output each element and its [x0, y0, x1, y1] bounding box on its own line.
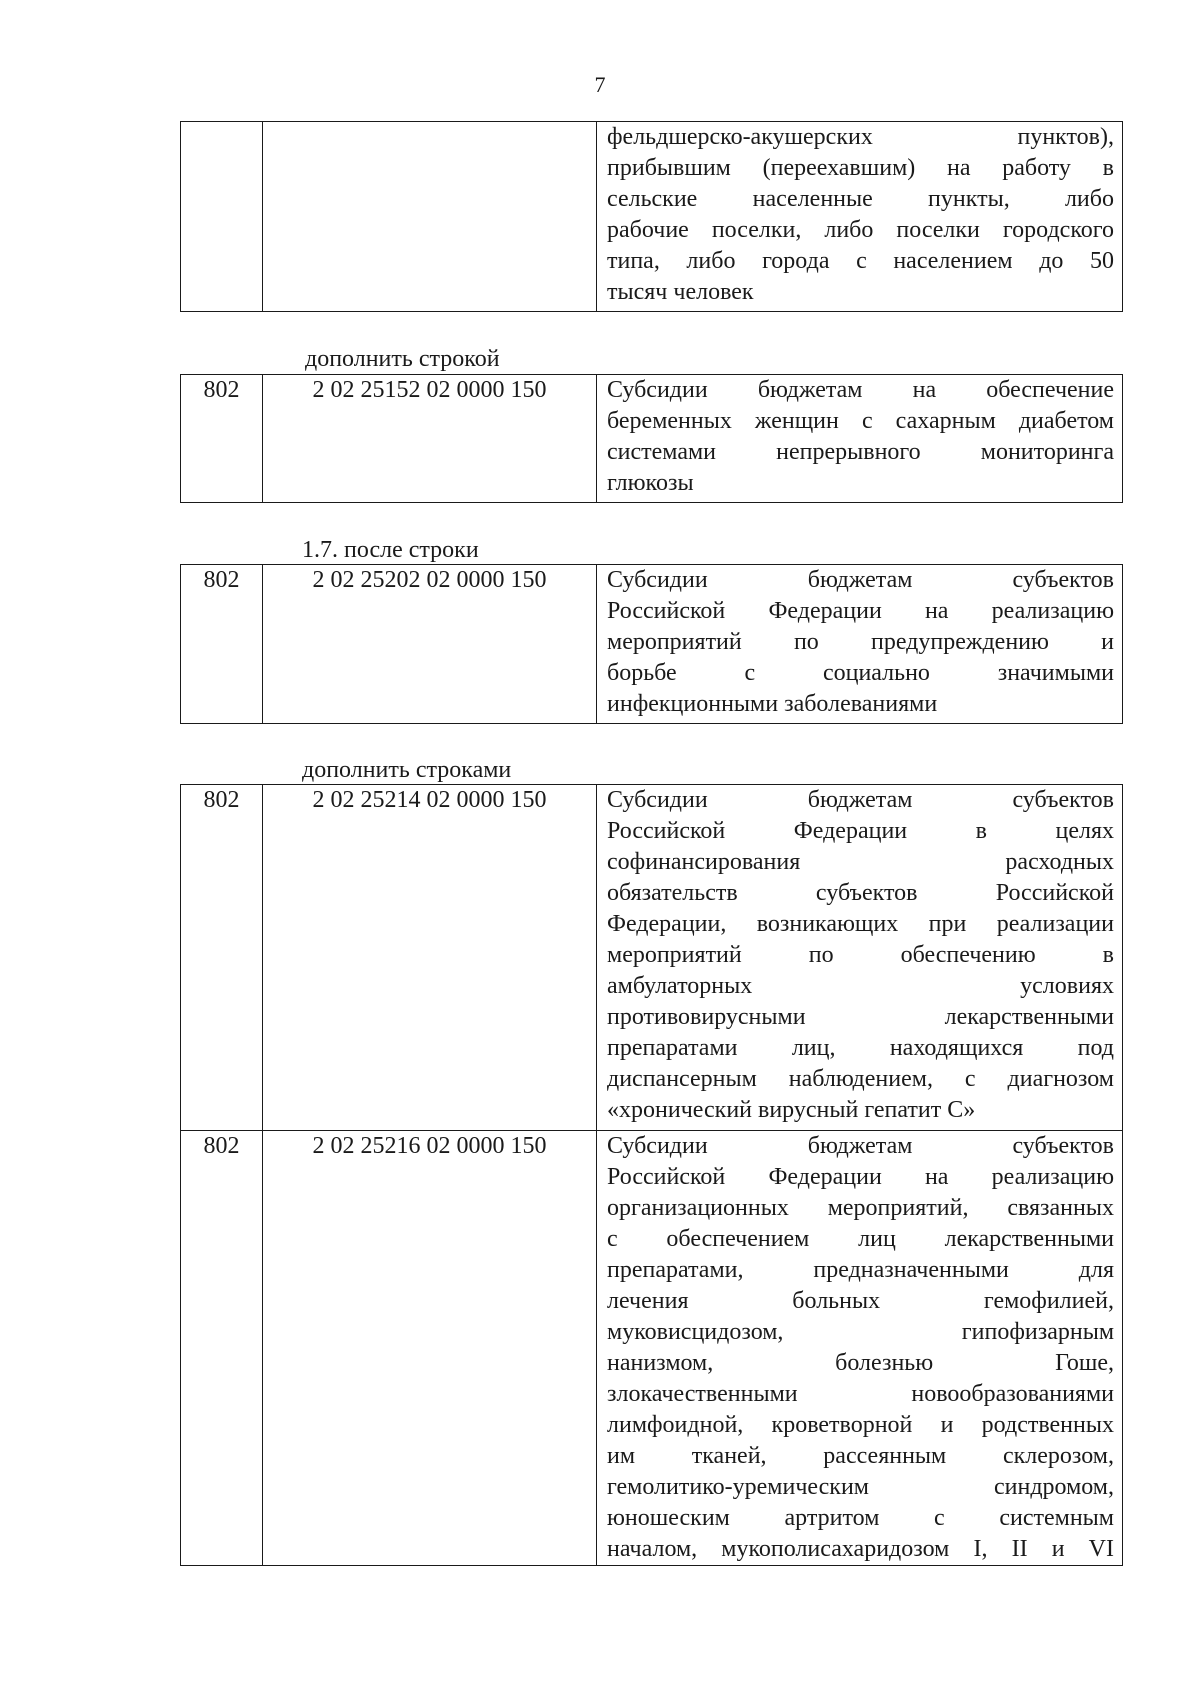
description-line: лимфоидной, кроветворной и родственных: [607, 1412, 1114, 1438]
continuation-table: [180, 121, 1123, 312]
description-line: Российской Федерации на реализацию: [607, 1164, 1114, 1190]
description-line: им тканей, рассеянным склерозом,: [607, 1443, 1114, 1469]
description-line: сельские населенные пункты, либо: [607, 186, 1114, 212]
description-line: препаратами лиц, находящихся под: [607, 1035, 1114, 1061]
description-line: «хронический вирусный гепатит С»: [607, 1097, 976, 1123]
description-line: злокачественными новообразованиями: [607, 1381, 1114, 1407]
description-line: Субсидии бюджетам на обеспечение: [607, 377, 1114, 403]
intro-text: 1.7. после строки: [302, 537, 479, 563]
kbk-cell: 2 02 25214 02 0000 150: [263, 785, 597, 1131]
table-row: [181, 1131, 1123, 1566]
description-line: мероприятий по обеспечению в: [607, 942, 1114, 968]
description-line: Субсидии бюджетам субъектов: [607, 787, 1114, 813]
description-line: нанизмом, болезнью Гоше,: [607, 1350, 1114, 1376]
intro-text: дополнить строкой: [305, 346, 500, 372]
description-line: тысяч человек: [607, 279, 754, 305]
description-line: обязательств субъектов Российской: [607, 880, 1114, 906]
description-line: Субсидии бюджетам субъектов: [607, 1133, 1114, 1159]
description-line: мероприятий по предупреждению и: [607, 629, 1114, 655]
description-line: прибывшим (переехавшим) на работу в: [607, 155, 1114, 181]
table-row: [181, 375, 1123, 503]
table-row: [181, 565, 1123, 724]
code-cell: 802: [181, 375, 263, 503]
description-line: с обеспечением лиц лекарственными: [607, 1226, 1114, 1252]
description-line: организационных мероприятий, связанных: [607, 1195, 1114, 1221]
description-line: Субсидии бюджетам субъектов: [607, 567, 1114, 593]
after-row-table: [180, 564, 1123, 724]
description-line: типа, либо города с населением до 50: [607, 248, 1114, 274]
description-line: Федерации, возникающих при реализации: [607, 911, 1114, 937]
code-cell: [181, 122, 263, 312]
added-rows-table: [180, 784, 1123, 1566]
code-cell: 802: [181, 565, 263, 724]
description-line: Российской Федерации на реализацию: [607, 598, 1114, 624]
description-cell: [597, 375, 1123, 503]
description-line: противовирусными лекарственными: [607, 1004, 1114, 1030]
code-cell: 802: [181, 785, 263, 1131]
added-row-table: [180, 374, 1123, 503]
description-line: лечения больных гемофилией,: [607, 1288, 1114, 1314]
kbk-cell: 2 02 25202 02 0000 150: [263, 565, 597, 724]
description-line: препаратами, предназначенными для: [607, 1257, 1114, 1283]
description-line: муковисцидозом, гипофизарным: [607, 1319, 1114, 1345]
description-line: амбулаторных условиях: [607, 973, 1114, 999]
table-row: [181, 122, 1123, 312]
description-line: гемолитико-уремическим синдромом,: [607, 1474, 1114, 1500]
page-number: 7: [594, 72, 606, 97]
table-row: [181, 785, 1123, 1131]
kbk-cell: 2 02 25216 02 0000 150: [263, 1131, 597, 1566]
intro-text: дополнить строками: [302, 757, 512, 783]
description-line: борьбе с социально значимыми: [607, 660, 1114, 686]
description-line: системами непрерывного мониторинга: [607, 439, 1114, 465]
description-cell: [597, 565, 1123, 724]
description-cell: [597, 785, 1123, 1131]
description-line: рабочие поселки, либо поселки городского: [607, 217, 1114, 243]
description-line: фельдшерско-акушерских пунктов),: [607, 124, 1114, 150]
description-cell: [597, 1131, 1123, 1566]
code-cell: 802: [181, 1131, 263, 1566]
description-line: софинансирования расходных: [607, 849, 1114, 875]
description-line: беременных женщин с сахарным диабетом: [607, 408, 1114, 434]
description-cell: [597, 122, 1123, 312]
description-line: диспансерным наблюдением, с диагнозом: [607, 1066, 1114, 1092]
description-line: инфекционными заболеваниями: [607, 691, 938, 717]
description-line: глюкозы: [607, 470, 694, 496]
description-line: началом, мукополисахаридозом I, II и VI: [607, 1536, 1114, 1562]
kbk-cell: [263, 122, 597, 312]
kbk-cell: 2 02 25152 02 0000 150: [263, 375, 597, 503]
description-line: юношеским артритом с системным: [607, 1505, 1114, 1531]
description-line: Российской Федерации в целях: [607, 818, 1114, 844]
